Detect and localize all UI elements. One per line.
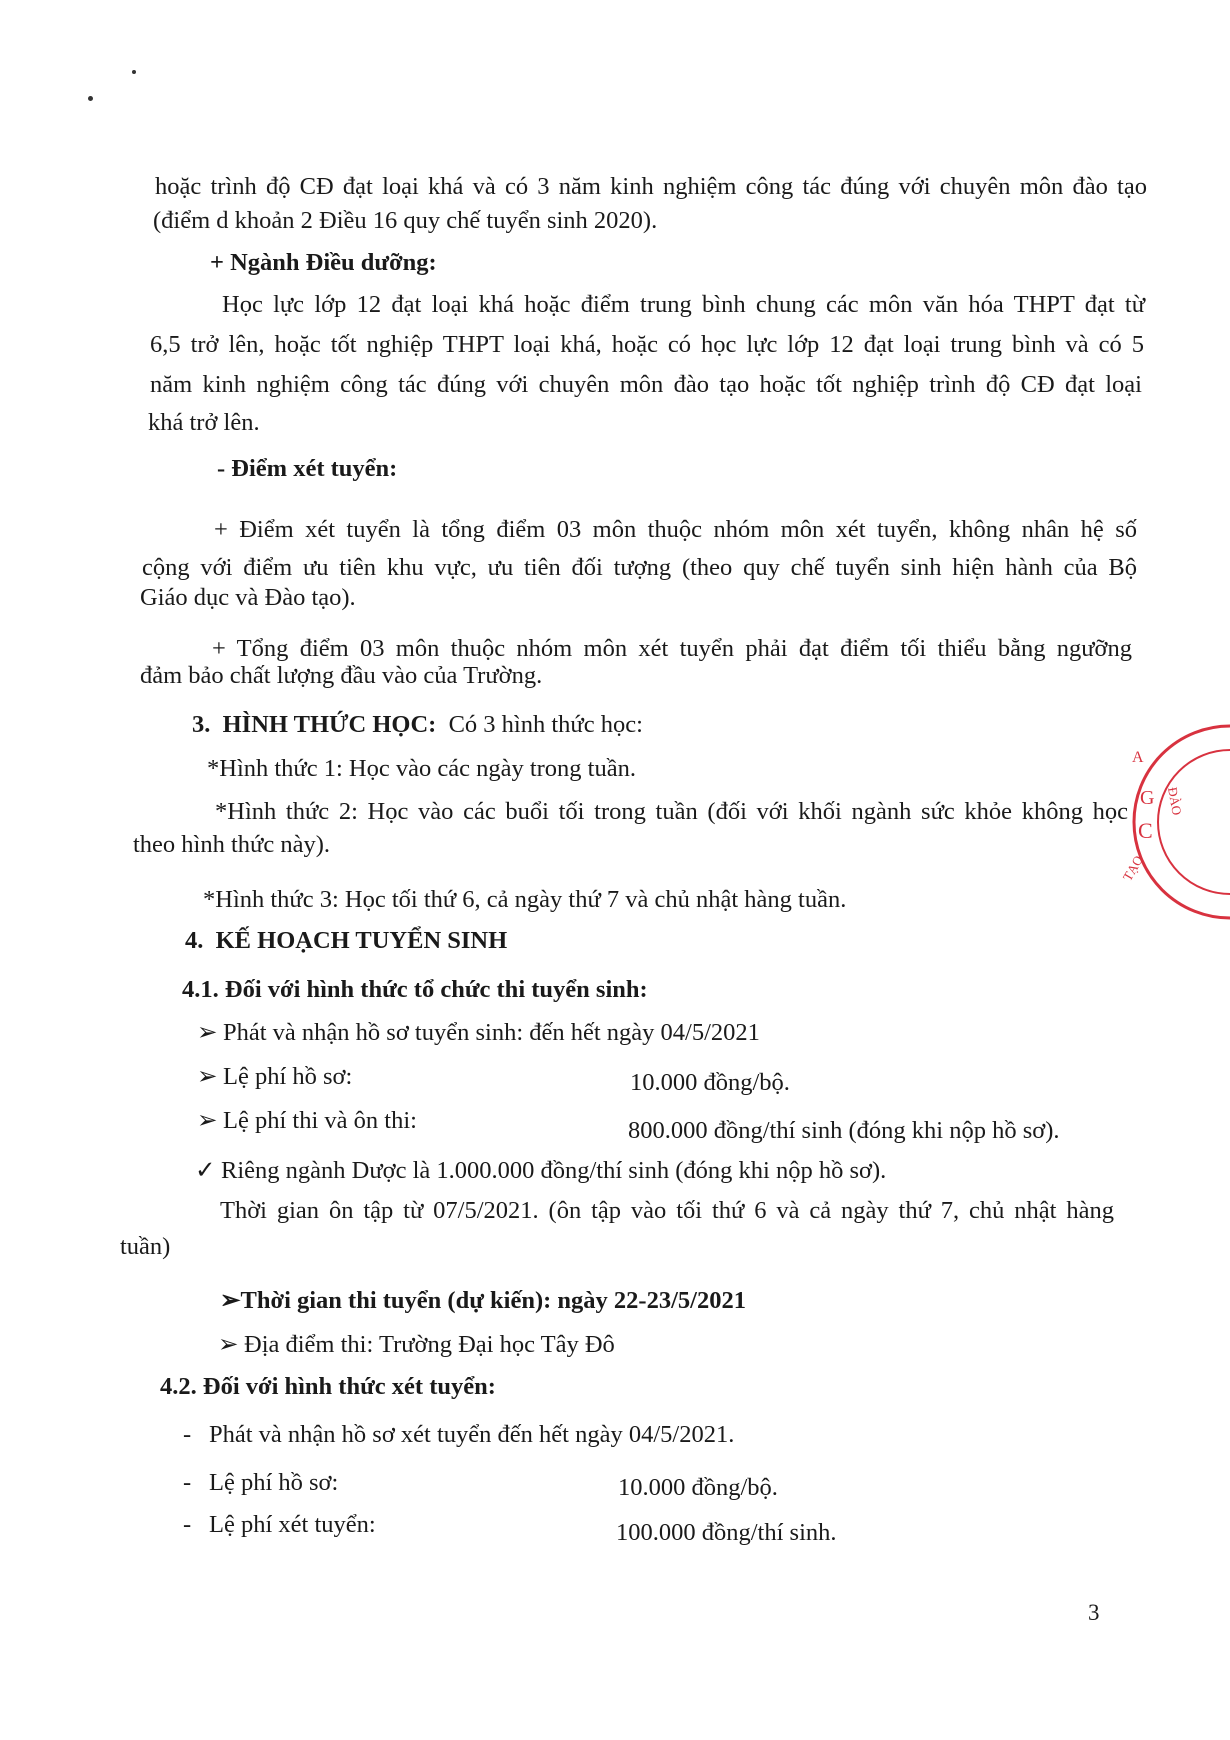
fee-value: 800.000 đồng/thí sinh (đóng khi nộp hồ sơ).: [628, 1117, 1060, 1144]
svg-text:A: A: [1132, 749, 1144, 766]
scan-speck: [88, 96, 93, 101]
paragraph-line: đảm bảo chất lượng đầu vào của Trường.: [140, 662, 543, 689]
fee-value: 10.000 đồng/bộ.: [630, 1069, 790, 1096]
study-mode-2-cont: theo hình thức này).: [133, 831, 330, 858]
svg-text:TẠO: TẠO: [1119, 852, 1146, 884]
section-3-heading: [192, 710, 643, 740]
arrow-bullet-icon: ➢: [218, 1331, 239, 1358]
study-mode-1: *Hình thức 1: Học vào các ngày trong tuần.: [207, 755, 636, 782]
svg-text:C: C: [1138, 818, 1153, 843]
list-item: [183, 1420, 734, 1450]
section-intro: Có 3 hình thức học:: [448, 711, 643, 738]
arrow-bullet-icon: ➢: [197, 1019, 218, 1046]
list-item: [183, 1468, 338, 1498]
page-number: 3: [1088, 1600, 1100, 1625]
arrow-bullet-icon: ➢: [220, 1287, 241, 1314]
list-item-text: Lệ phí xét tuyển:: [209, 1511, 376, 1538]
subheading-nursing: + Ngành Điều dưỡng:: [210, 249, 437, 276]
paragraph-line: năm kinh nghiệm công tác đúng với chuyên môn đào tạo hoặc tốt nghiệp trình độ CĐ đạt loại: [150, 371, 1142, 398]
fee-value: 10.000 đồng/bộ.: [618, 1474, 778, 1501]
paragraph-line: + Tổng điểm 03 môn thuộc nhóm môn xét tuyển phải đạt điểm tối thiểu bằng ngưỡng: [212, 635, 1132, 662]
official-seal-stamp: [1110, 722, 1230, 922]
list-item: [183, 1510, 376, 1540]
paragraph-line: hoặc trình độ CĐ đạt loại khá và có 3 năm kinh nghiệm công tác đúng với chuyên môn đào tạo: [155, 173, 1147, 200]
paragraph-line: Giáo dục và Đào tạo).: [140, 584, 356, 611]
section-number: 4.: [185, 927, 204, 954]
paragraph-line: Học lực lớp 12 đạt loại khá hoặc điểm trung bình chung các môn văn hóa THPT đạt từ: [222, 291, 1145, 318]
list-item-text: Địa điểm thi: Trường Đại học Tây Đô: [244, 1331, 615, 1358]
list-item-text: Lệ phí thi và ôn thi:: [223, 1107, 417, 1134]
list-item-text: Thời gian thi tuyển (dự kiến): ngày 22-23/5/2021: [240, 1287, 746, 1314]
section-title: KẾ HOẠCH TUYỂN SINH: [215, 927, 508, 954]
section-number: 3.: [192, 711, 211, 738]
list-item: [195, 1156, 886, 1186]
subheading-admission-score: - Điểm xét tuyển:: [217, 455, 398, 482]
dash-bullet: -: [183, 1469, 192, 1496]
list-item-text: Phát và nhận hồ sơ xét tuyển đến hết ngày 04/5/2021.: [209, 1421, 735, 1448]
dash-bullet: -: [183, 1421, 192, 1448]
list-item: [218, 1330, 615, 1360]
scan-speck: [132, 70, 136, 74]
section-title: HÌNH THỨC HỌC:: [222, 711, 437, 738]
list-item: [197, 1062, 352, 1092]
list-item-text: Lệ phí hồ sơ:: [209, 1469, 339, 1496]
subsection-4-1-heading: 4.1. Đối với hình thức tổ chức thi tuyển sinh:: [182, 976, 648, 1003]
subsection-4-2-heading: 4.2. Đối với hình thức xét tuyển:: [160, 1373, 496, 1400]
arrow-bullet-icon: ➢: [197, 1063, 218, 1090]
svg-text:ĐÀO: ĐÀO: [1165, 785, 1185, 817]
paragraph-line: tuần): [120, 1233, 171, 1260]
paragraph-line: Thời gian ôn tập từ 07/5/2021. (ôn tập vào tối thứ 6 và cả ngày thứ 7, chủ nhật hàng: [220, 1197, 1114, 1224]
paragraph-line: (điểm d khoản 2 Điều 16 quy chế tuyển sinh 2020).: [153, 207, 658, 234]
dash-bullet: -: [183, 1511, 192, 1538]
fee-value: 100.000 đồng/thí sinh.: [616, 1519, 837, 1546]
paragraph-line: khá trở lên.: [148, 409, 260, 436]
list-item-text: Lệ phí hồ sơ:: [223, 1063, 353, 1090]
paragraph-line: 6,5 trở lên, hoặc tốt nghiệp THPT loại khá, hoặc có học lực lớp 12 đạt loại trung bình và có 5: [150, 331, 1144, 358]
list-item-text: Riêng ngành Dược là 1.000.000 đồng/thí sinh (đóng khi nộp hồ sơ).: [221, 1157, 887, 1184]
list-item: [220, 1286, 746, 1316]
check-bullet-icon: ✓: [195, 1157, 216, 1184]
list-item: [197, 1106, 417, 1136]
section-4-heading: [185, 926, 507, 956]
list-item-text: Phát và nhận hồ sơ tuyển sinh: đến hết ngày 04/5/2021: [223, 1019, 760, 1046]
list-item: [197, 1018, 760, 1048]
paragraph-line: + Điểm xét tuyển là tổng điểm 03 môn thuộc nhóm môn xét tuyển, không nhân hệ số: [214, 516, 1137, 543]
paragraph-line: cộng với điểm ưu tiên khu vực, ưu tiên đối tượng (theo quy chế tuyển sinh hiện hành của Bộ: [142, 554, 1137, 581]
study-mode-2: *Hình thức 2: Học vào các buổi tối trong tuần (đối với khối ngành sức khỏe không học: [215, 798, 1128, 825]
study-mode-3: *Hình thức 3: Học tối thứ 6, cả ngày thứ 7 và chủ nhật hàng tuần.: [203, 886, 847, 913]
arrow-bullet-icon: ➢: [197, 1107, 218, 1134]
svg-text:G: G: [1140, 787, 1155, 809]
